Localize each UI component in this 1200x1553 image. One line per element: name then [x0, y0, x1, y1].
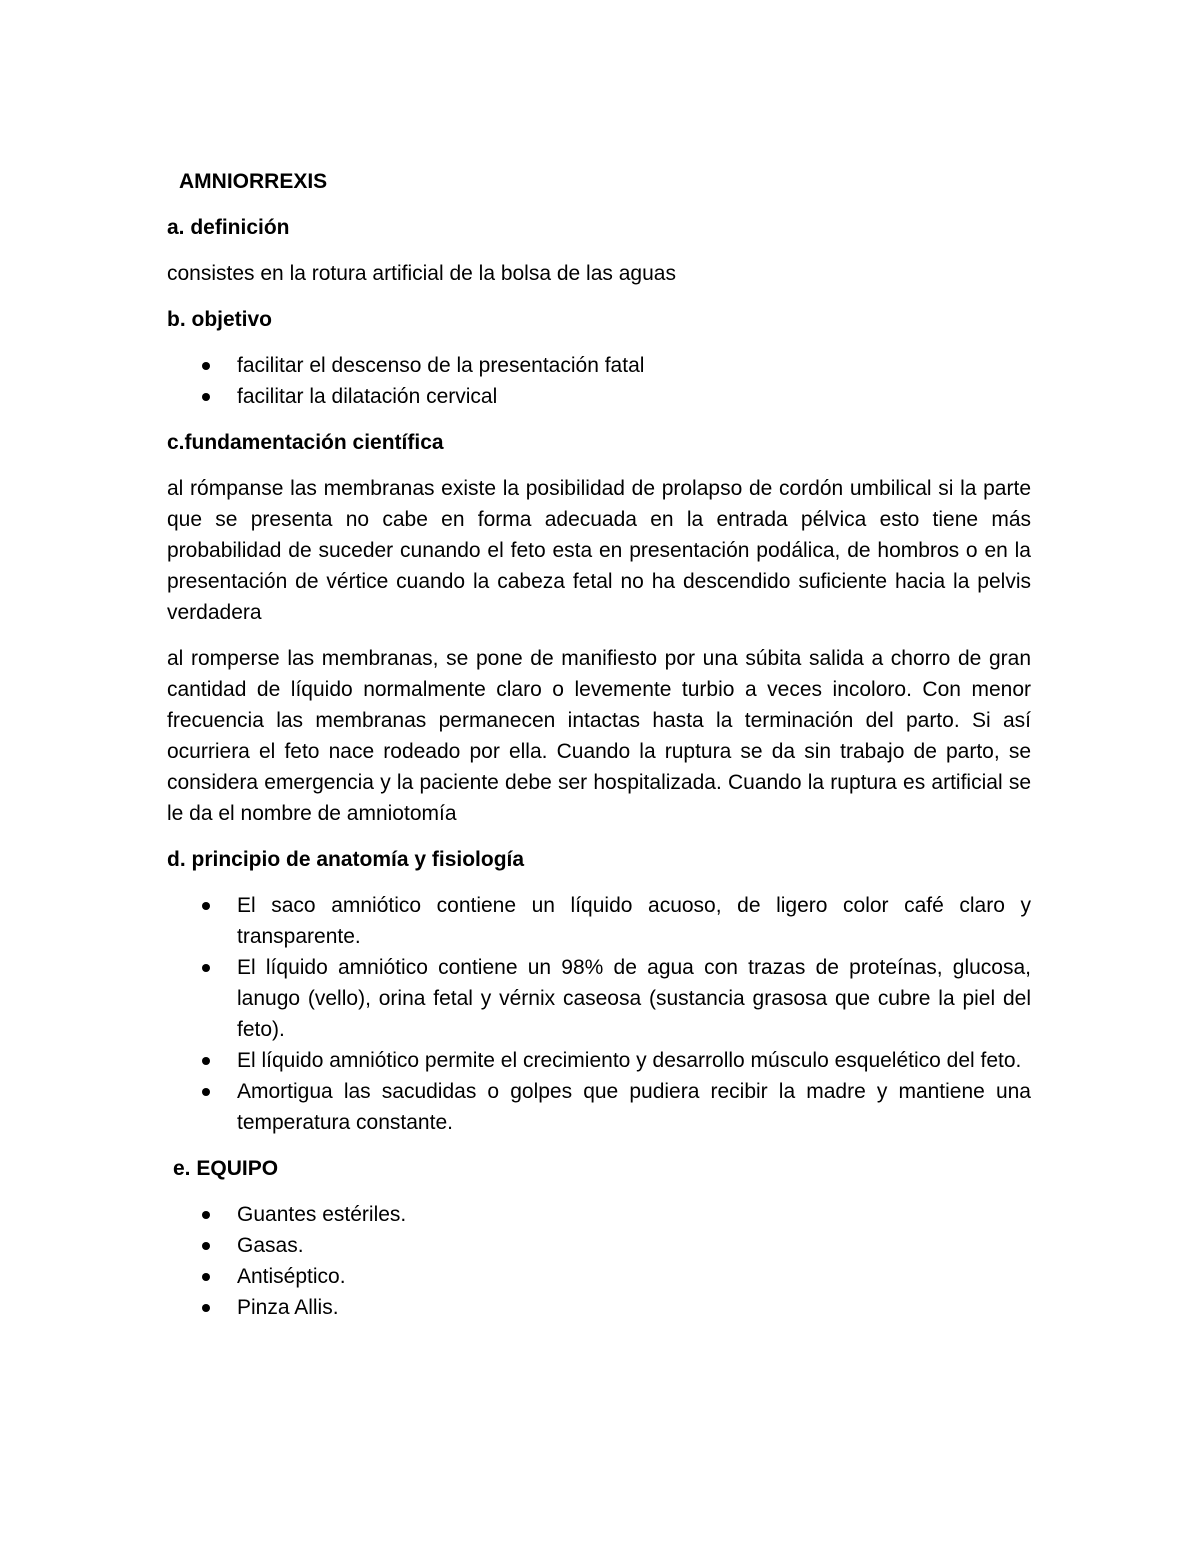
definicion-text: consistes en la rotura artificial de la bolsa de las aguas [167, 262, 676, 285]
document-title: AMNIORREXIS [179, 170, 328, 193]
list-item: El líquido amniótico contiene un 98% de agua con trazas de proteínas, glucosa, lanugo (vello), orina fetal y vérnix caseosa (sustancia grasosa que cubre la piel del feto). [167, 952, 1031, 1045]
section-heading-objetivo: b. objetivo [167, 308, 272, 331]
fundamentacion-paragraph-2: al romperse las membranas, se pone de manifiesto por una súbita salida a chorro de gran cantidad de líquido normalmente claro o levemente turbio a veces incoloro. Con menor frecuencia las membranas permanecen intactas hasta la terminación del parto. Si así ocurriera el feto nace rodeado por ella. Cuando la ruptura se da sin trabajo de parto, se considera emergencia y la paciente debe ser hospitalizada. Cuando la ruptura es artificial se le da el nombre de amniotomía [167, 647, 1031, 825]
bullet-icon [202, 1273, 210, 1281]
anatomia-list [167, 890, 1031, 1138]
bullet-icon [202, 393, 210, 401]
bullet-icon [202, 1088, 210, 1096]
section-heading-definicion: a. definición [167, 216, 290, 239]
list-item: facilitar la dilatación cervical [167, 381, 1031, 412]
bullet-icon [202, 1211, 210, 1219]
section-heading-anatomia: d. principio de anatomía y fisiología [167, 848, 525, 871]
section-heading-equipo: e. EQUIPO [173, 1157, 279, 1180]
objetivo-list [167, 350, 1031, 412]
list-item: Pinza Allis. [167, 1292, 1031, 1323]
list-item: Amortigua las sacudidas o golpes que pudiera recibir la madre y mantiene una temperatura constante. [167, 1076, 1031, 1138]
equipo-list [167, 1199, 1031, 1323]
list-item: El saco amniótico contiene un líquido acuoso, de ligero color café claro y transparente. [167, 890, 1031, 952]
list-item: Gasas. [167, 1230, 1031, 1261]
bullet-icon [202, 1057, 210, 1065]
list-item: Antiséptico. [167, 1261, 1031, 1292]
bullet-icon [202, 1304, 210, 1312]
list-item: Guantes estériles. [167, 1199, 1031, 1230]
bullet-icon [202, 362, 210, 370]
list-item: El líquido amniótico permite el crecimiento y desarrollo músculo esquelético del feto. [167, 1045, 1031, 1076]
document-body [167, 166, 1031, 1338]
fundamentacion-paragraph-1: al rómpanse las membranas existe la posibilidad de prolapso de cordón umbilical si la parte que se presenta no cabe en forma adecuada en la entrada pélvica esto tiene más probabilidad de suceder cunando el feto esta en presentación podálica, de hombros o en la presentación de vértice cuando la cabeza fetal no ha descendido suficiente hacia la pelvis verdadera [167, 477, 1031, 624]
list-item: facilitar el descenso de la presentación fatal [167, 350, 1031, 381]
section-heading-fundamentacion: c.fundamentación científica [167, 431, 444, 454]
bullet-icon [202, 902, 210, 910]
bullet-icon [202, 964, 210, 972]
bullet-icon [202, 1242, 210, 1250]
